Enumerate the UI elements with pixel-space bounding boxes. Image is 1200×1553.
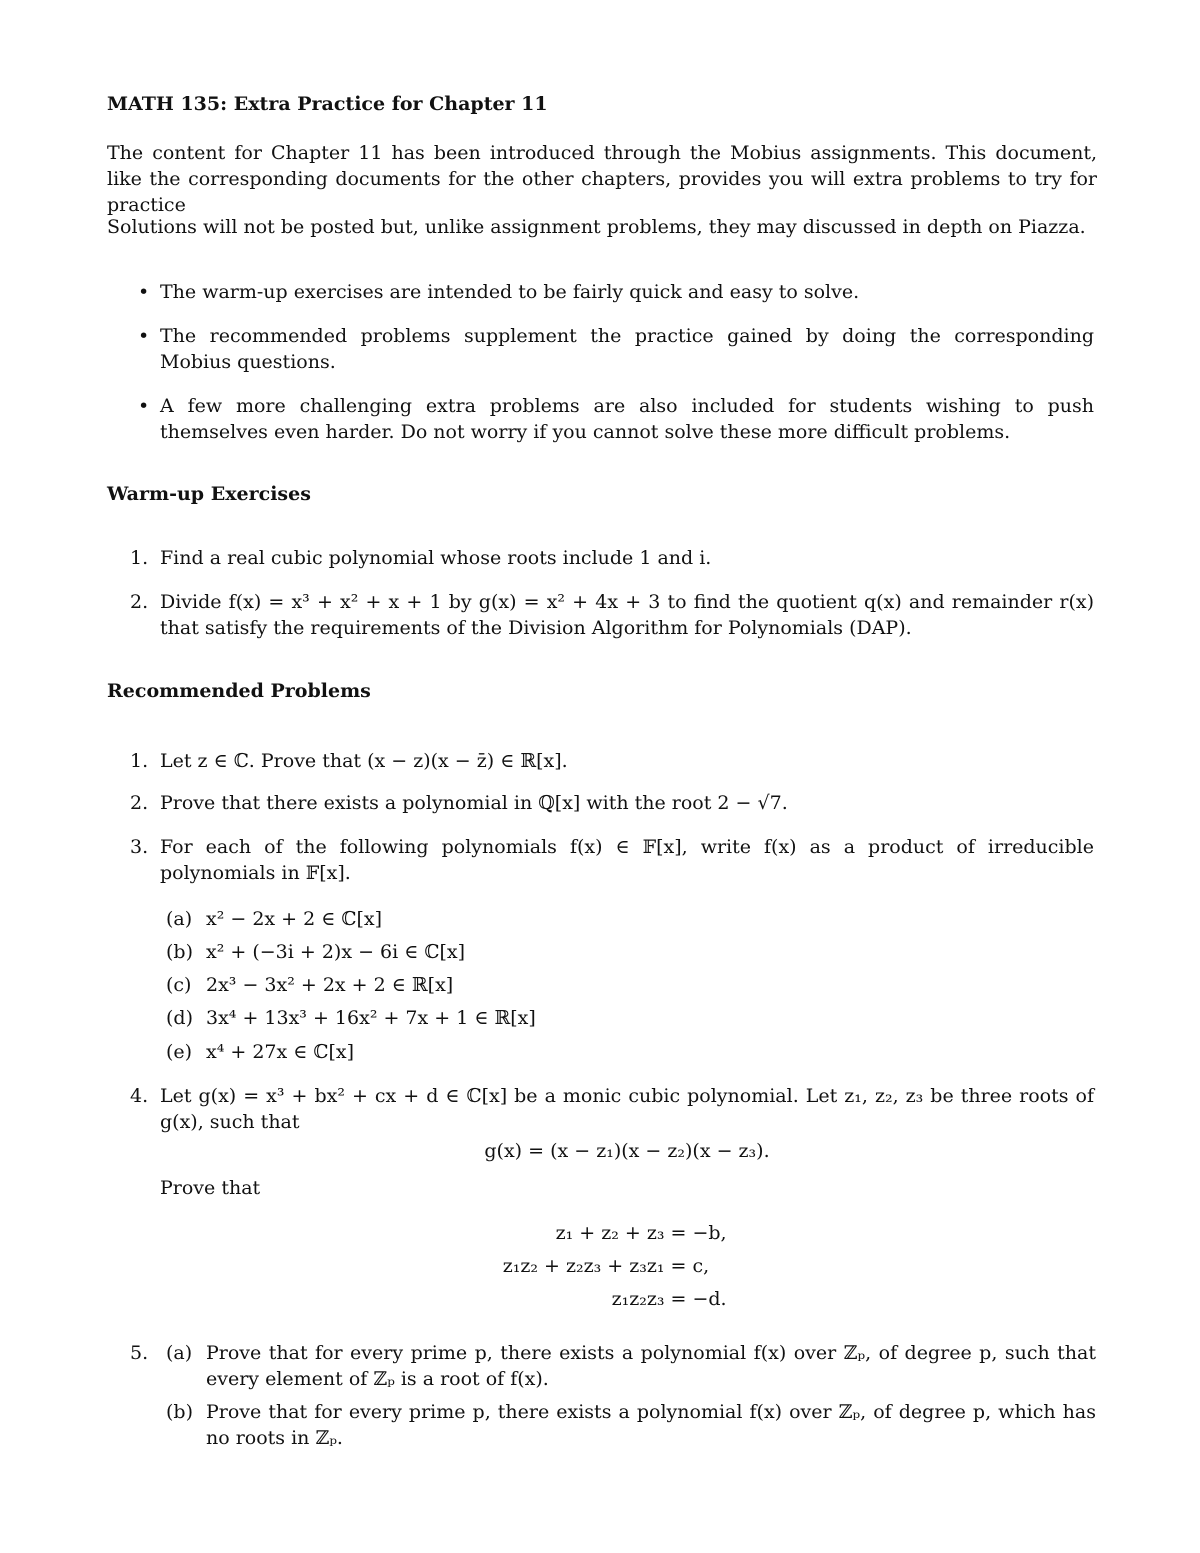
part-text: 3x⁴ + 13x³ + 16x² + 7x + 1 ∈ ℝ[x]: [206, 1007, 536, 1029]
equation-lhs: z₁ + z₂ + z₃: [555, 1222, 665, 1244]
part-text: 2x³ − 3x² + 2x + 2 ∈ ℝ[x]: [206, 974, 454, 996]
part-label: (b): [166, 1401, 193, 1423]
solutions-note: Solutions will not be posted but, unlike assignment problems, they may discussed in depth on Piazza.: [107, 216, 1086, 238]
part-label: (b): [166, 941, 193, 963]
part-label: (a): [166, 908, 193, 930]
part-text: x² − 2x + 2 ∈ ℂ[x]: [206, 908, 383, 930]
part-text: Prove that for every prime p, there exists a polynomial f(x) over ℤₚ, of degree p, which has no roots in ℤₚ.: [206, 1401, 1096, 1449]
problem-part: [166, 906, 1096, 932]
item-text: Prove that there exists a polynomial in ℚ[x] with the root 2 − √7.: [160, 792, 788, 814]
part-label: (c): [166, 974, 192, 996]
display-equation: g(x) = (x − z₁)(x − z₂)(x − z₃).: [484, 1140, 770, 1162]
bullet-item: • The recommended problems supplement the practice gained by doing the corresponding Mobius questions.: [138, 323, 1094, 375]
problem-part: [166, 972, 1096, 998]
item-text: For each of the following polynomials f(x) ∈ 𝔽[x], write f(x) as a product of irreducible polynomials in 𝔽[x].: [160, 836, 1094, 884]
item-number: 5.: [130, 1342, 149, 1364]
item-number: 2.: [130, 591, 149, 613]
warmup-exercise: [130, 589, 1094, 641]
equation-rhs: = −d.: [670, 1288, 727, 1310]
recommended-problem: [130, 1083, 1094, 1135]
equation-row: [460, 1253, 880, 1286]
prove-that-text: Prove that: [160, 1177, 261, 1199]
intro-paragraph: The content for Chapter 11 has been introduced through the Mobius assignments. This document, like the corresponding documents for the other chapters, provides you will extra problems to try for practice: [107, 142, 1097, 216]
part-label: (e): [166, 1041, 193, 1063]
item-number: 1.: [130, 750, 149, 772]
part-text: x² + (−3i + 2)x − 6i ∈ ℂ[x]: [206, 941, 466, 963]
problem-part: [166, 939, 1096, 965]
item-text: Find a real cubic polynomial whose roots include 1 and i.: [160, 547, 712, 569]
equation-lhs: z₁z₂ + z₂z₃ + z₃z₁: [502, 1255, 665, 1277]
part-label: (a): [166, 1342, 193, 1364]
item-number: 3.: [130, 836, 149, 858]
warmup-exercise: [130, 545, 1094, 571]
part-text: Prove that for every prime p, there exists a polynomial f(x) over ℤₚ, of degree p, such that every element of ℤₚ is a root of f(x).: [206, 1342, 1096, 1390]
part-text: x⁴ + 27x ∈ ℂ[x]: [206, 1041, 355, 1063]
recommended-problem: [130, 834, 1094, 886]
equation-rhs: = c,: [670, 1255, 710, 1277]
recommended-heading: Recommended Problems: [107, 680, 371, 702]
intro-bullet-list: [138, 279, 1094, 445]
problem-part: [166, 1399, 1096, 1451]
page-title: MATH 135: Extra Practice for Chapter 11: [107, 93, 548, 115]
item-number: 2.: [130, 792, 149, 814]
bullet-item: • A few more challenging extra problems are also included for students wishing to push themselves even harder. Do not worry if you cannot solve these more difficult problems.: [138, 393, 1094, 445]
problem-part: [166, 1005, 1096, 1031]
item-number: 4.: [130, 1085, 149, 1107]
item-text: Divide f(x) = x³ + x² + x + 1 by g(x) = x² + 4x + 3 to find the quotient q(x) and remainder r(x) that satisfy the requirements of the Division Algorithm for Polynomials (DAP).: [160, 591, 1094, 639]
equation-row: [460, 1220, 880, 1253]
part-label: (d): [166, 1007, 193, 1029]
recommended-problem: [130, 748, 1094, 774]
problem-part: [166, 1039, 1096, 1065]
recommended-problem: [130, 790, 1094, 816]
equation-rhs: = −b,: [670, 1222, 727, 1244]
item-number: 1.: [130, 547, 149, 569]
warmup-heading: Warm-up Exercises: [107, 483, 311, 505]
problem-part: [166, 1340, 1096, 1392]
bullet-item: • The warm-up exercises are intended to be fairly quick and easy to solve.: [138, 279, 1094, 305]
item-text: Let g(x) = x³ + bx² + cx + d ∈ ℂ[x] be a monic cubic polynomial. Let z₁, z₂, z₃ be three roots of g(x), such that: [160, 1085, 1094, 1133]
equation-row: [460, 1286, 880, 1319]
item-text: Let z ∈ ℂ. Prove that (x − z)(x − z̄) ∈ ℝ[x].: [160, 750, 568, 772]
equation-lhs: z₁z₂z₃: [611, 1288, 665, 1310]
aligned-equations: [460, 1220, 880, 1319]
